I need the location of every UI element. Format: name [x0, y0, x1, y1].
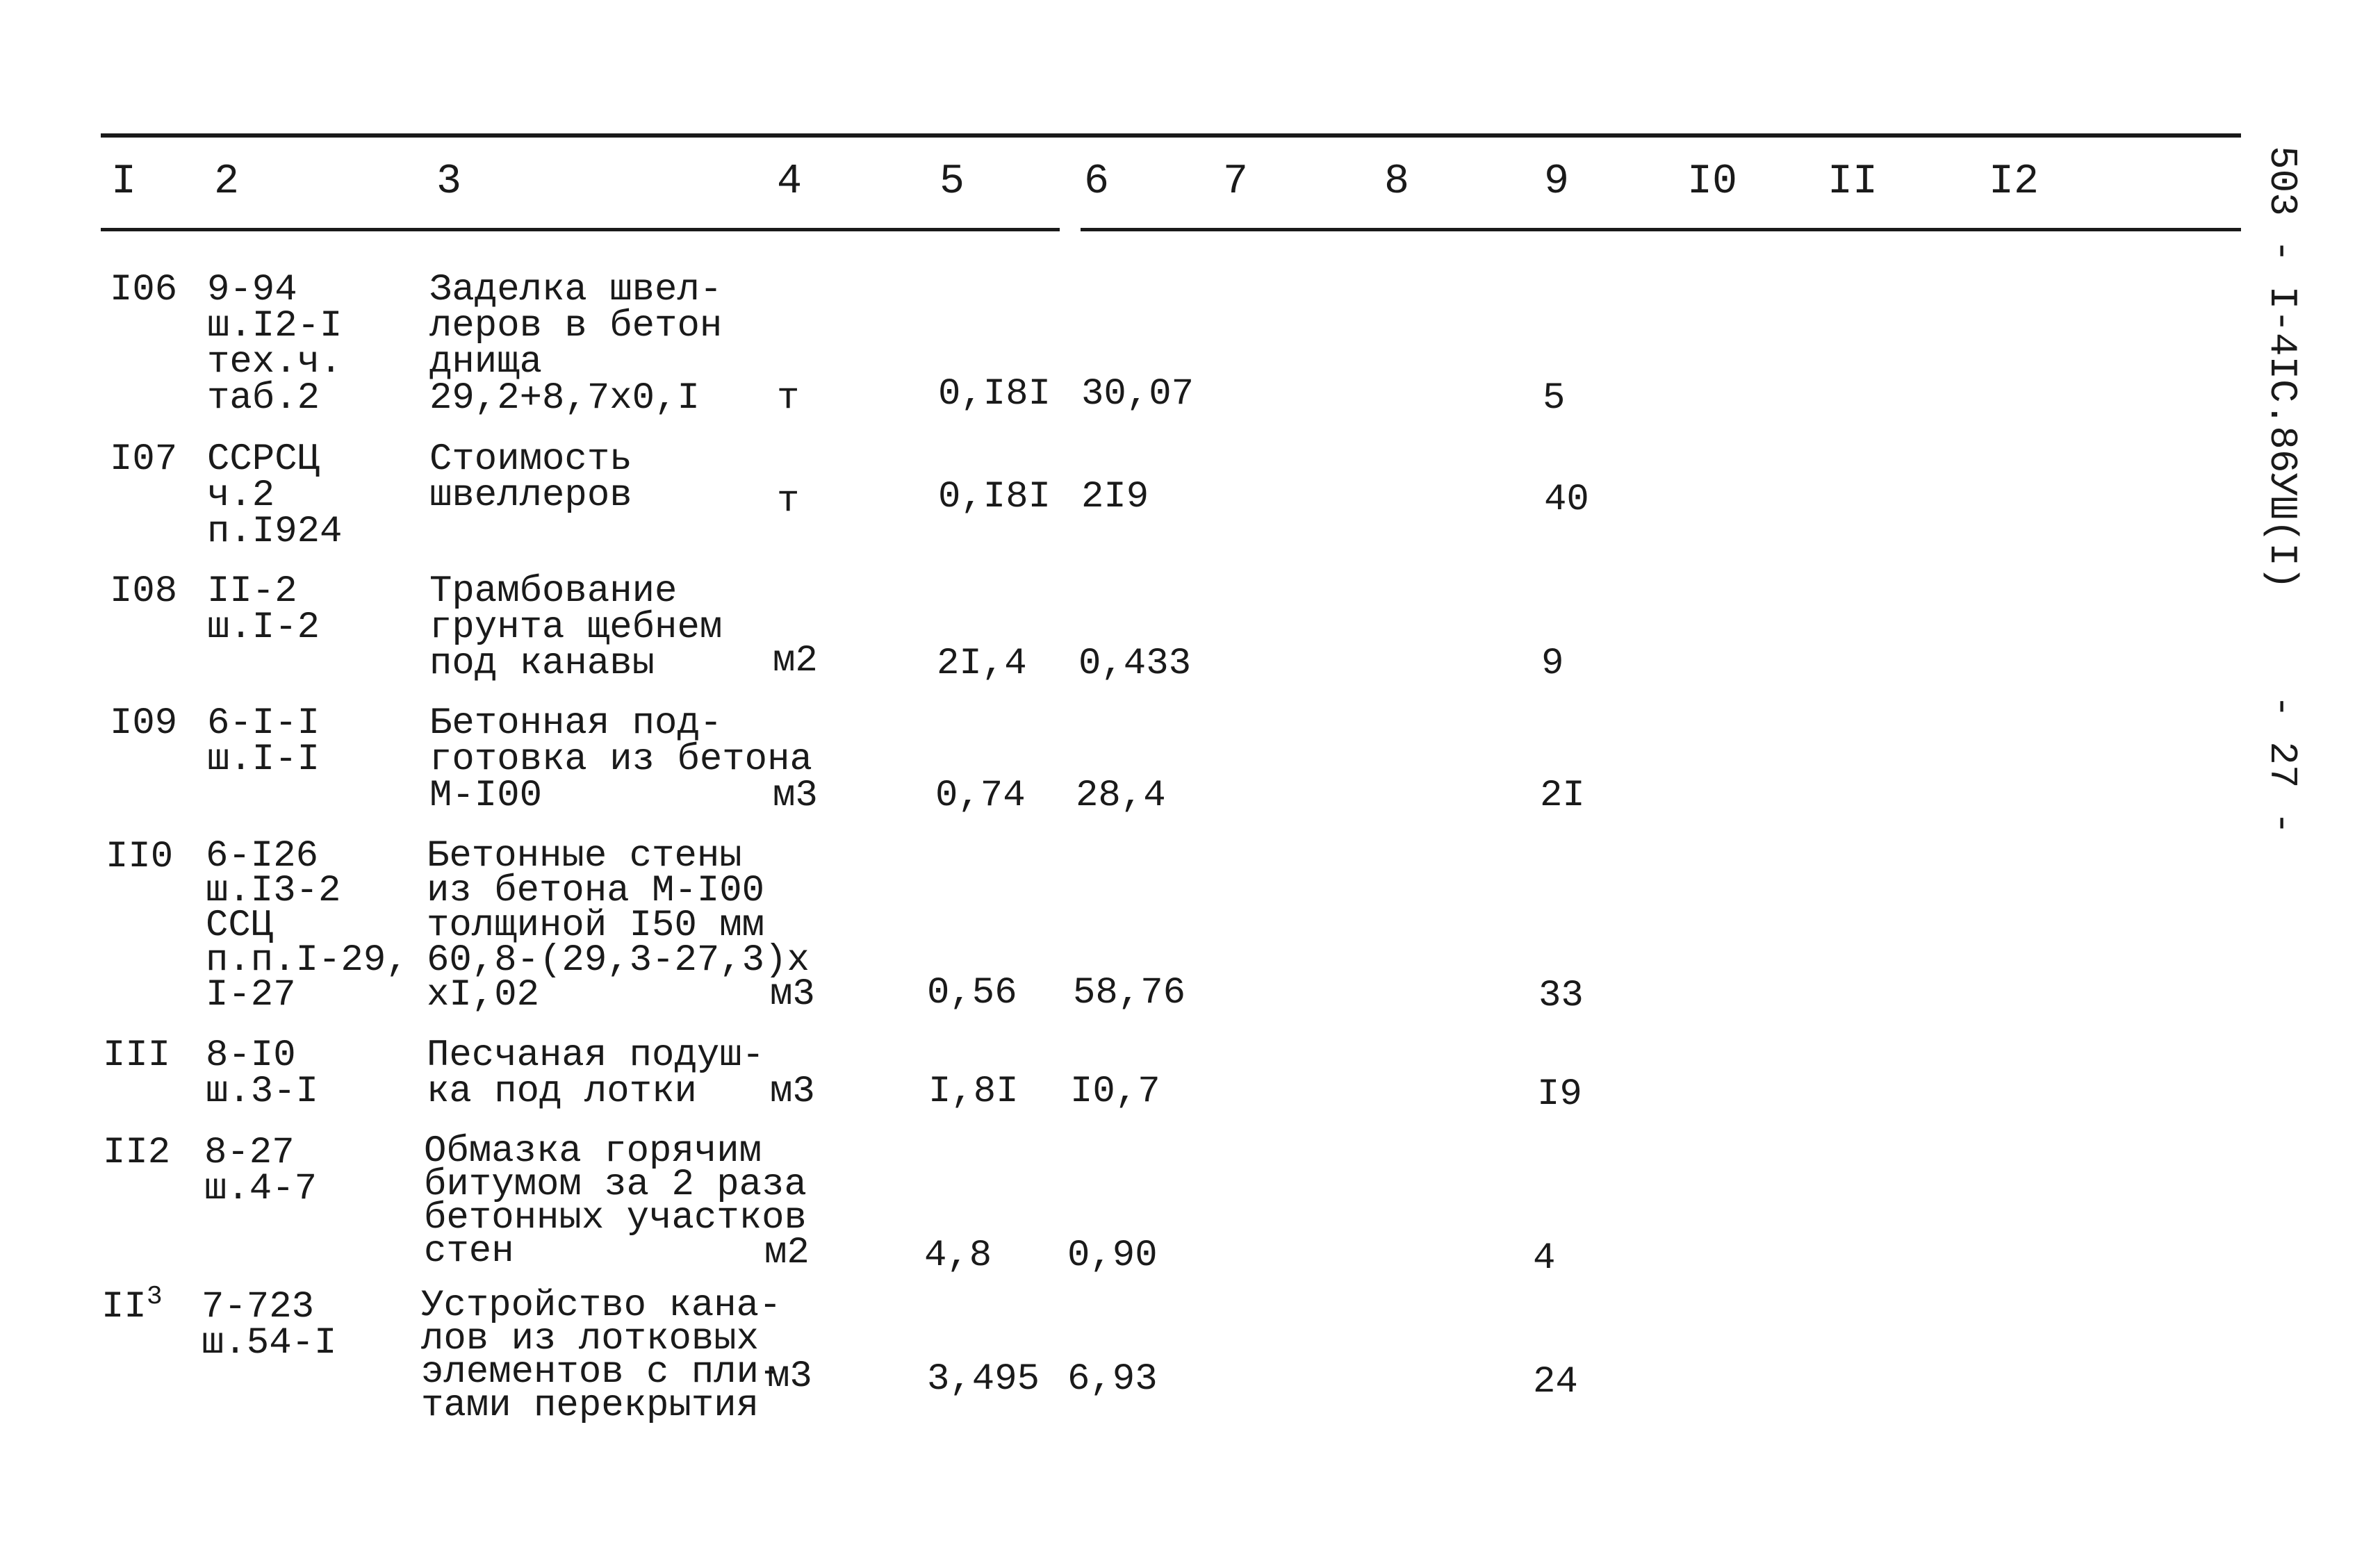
- row-name: Стоимость швеллеров: [429, 438, 632, 517]
- row-unit: м3: [770, 973, 815, 1016]
- row-quantity: 0,I8I: [938, 476, 1051, 518]
- row-number: [101, 1282, 163, 1328]
- row-number: I06: [110, 269, 178, 311]
- row-unit-price: 30,07: [1081, 373, 1195, 415]
- row-name: Устройство кана- лов из лотковых элементов с пли- тами перекрытия: [421, 1285, 782, 1427]
- row-unit-price: 6,93: [1067, 1358, 1158, 1401]
- row-quantity: 4,8: [924, 1235, 992, 1277]
- row-code: 6-I-I ш.I-I: [207, 702, 320, 781]
- row-code: ССРСЦ ч.2 п.I924: [207, 438, 343, 553]
- header-rule-left: [101, 228, 1060, 231]
- row-number: I08: [110, 570, 178, 613]
- row-name: Обмазка горячим битумом за 2 раза бетонных участков стен: [424, 1130, 807, 1273]
- row-unit-price: I0,7: [1070, 1071, 1160, 1113]
- col-header-6: 6: [1084, 158, 1110, 206]
- col-header-4: 4: [777, 158, 803, 206]
- row-quantity: I,8I: [928, 1071, 1019, 1113]
- col-header-12: I2: [1989, 158, 2040, 206]
- row-unit-price: 2I9: [1081, 476, 1149, 518]
- row-total: 2I: [1540, 775, 1585, 817]
- row-number: III: [103, 1034, 171, 1077]
- row-number-main: II: [101, 1286, 147, 1328]
- col-header-1: I: [111, 158, 137, 206]
- row-code: 8-27 ш.4-7: [204, 1132, 318, 1210]
- col-header-2: 2: [214, 158, 240, 206]
- row-unit-price: 28,4: [1076, 775, 1166, 817]
- col-header-7: 7: [1223, 158, 1249, 206]
- col-header-5: 5: [939, 158, 965, 206]
- row-unit: т: [777, 377, 800, 420]
- row-name: Заделка швел- леров в бетон днища 29,2+8,7x0,I: [429, 269, 723, 420]
- row-name: Песчаная подуш- ка под лотки: [427, 1034, 765, 1113]
- row-number: I07: [110, 438, 178, 481]
- row-number: II2: [103, 1132, 171, 1174]
- row-code: 9-94 ш.I2-I тех.ч. таб.2: [207, 269, 343, 420]
- document-code-vertical: 503 - I-4IC.86УШ(I): [2260, 146, 2304, 590]
- col-header-10: I0: [1687, 158, 1738, 206]
- row-total: 5: [1543, 377, 1566, 420]
- row-code: 7-723 ш.54-I: [202, 1286, 337, 1364]
- row-total: 40: [1544, 479, 1589, 521]
- page-number-vertical: - 27 -: [2260, 695, 2304, 835]
- row-quantity: 2I,4: [937, 643, 1027, 685]
- row-number: II0: [106, 836, 174, 878]
- col-header-3: 3: [436, 158, 462, 206]
- col-header-9: 9: [1544, 158, 1570, 206]
- row-unit: м3: [770, 1071, 815, 1113]
- row-quantity: 0,56: [927, 972, 1017, 1014]
- row-unit-price: 0,433: [1078, 643, 1192, 685]
- row-name: Бетонная под- готовка из бетона М-I00: [429, 702, 812, 817]
- col-header-11: II: [1828, 158, 1878, 206]
- row-name: Бетонные стены из бетона М-I00 толщиной I50 мм 60,8-(29,3-27,3)x xI,02: [427, 835, 810, 1016]
- row-name: Трамбование грунта щебнем под канавы: [429, 570, 723, 685]
- row-total: 4: [1533, 1237, 1556, 1280]
- row-code: 6-I26 ш.I3-2 ССЦ п.п.I-29, I-27: [206, 835, 409, 1016]
- header-rule-right: [1081, 228, 2241, 231]
- row-quantity: 0,74: [935, 775, 1026, 817]
- row-total: 9: [1541, 643, 1564, 685]
- row-unit: т: [777, 480, 800, 522]
- row-unit: м2: [773, 640, 818, 682]
- row-total: I9: [1537, 1073, 1582, 1116]
- row-number-superscript: 3: [146, 1282, 163, 1312]
- row-quantity: 0,I8I: [938, 373, 1051, 415]
- row-unit: м3: [767, 1355, 812, 1398]
- table-top-rule: [101, 133, 2241, 138]
- row-quantity: 3,495: [927, 1358, 1040, 1401]
- row-number: I09: [110, 702, 178, 745]
- row-unit: м3: [773, 775, 818, 817]
- row-unit-price: 0,90: [1067, 1235, 1158, 1277]
- row-total: 24: [1533, 1361, 1578, 1403]
- row-code: II-2 ш.I-2: [207, 570, 320, 649]
- col-header-8: 8: [1384, 158, 1410, 206]
- row-code: 8-I0 ш.3-I: [206, 1034, 319, 1113]
- row-total: 33: [1538, 975, 1584, 1017]
- row-unit-price: 58,76: [1073, 972, 1186, 1014]
- row-unit: м2: [764, 1232, 810, 1274]
